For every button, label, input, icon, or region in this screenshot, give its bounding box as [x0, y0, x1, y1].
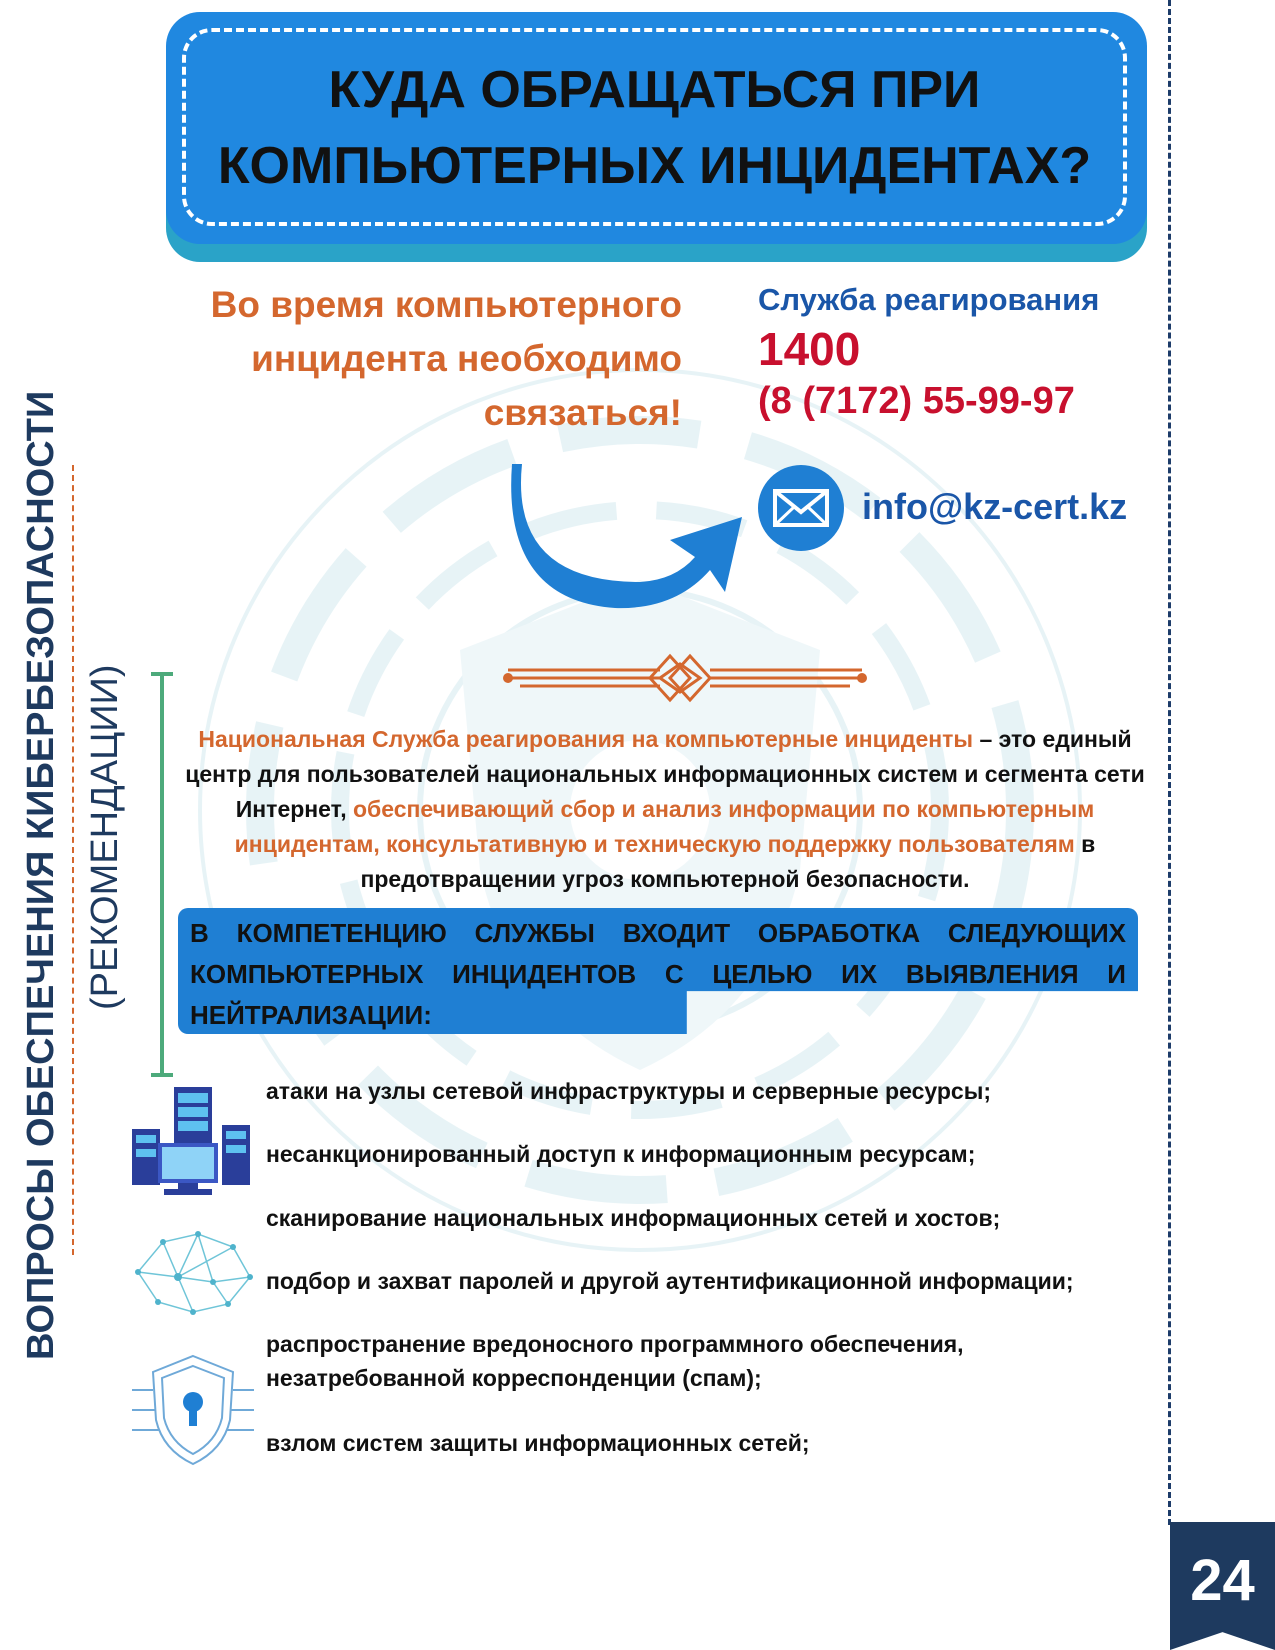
side-title: ВОПРОСЫ ОБЕСПЕЧЕНИЯ КИБЕРБЕЗОПАСНОСТИ: [20, 390, 62, 1360]
description-highlight-2: обеспечивающий сбор и анализ информации по компьютерным инцидентам, консультативную и техническую поддержку пользователям: [234, 796, 1095, 857]
description-highlight-1: Национальная Служба реагирования на компьютерные инциденты: [198, 726, 974, 752]
side-subtitle: (РЕКОМЕНДАЦИИ): [84, 664, 126, 1010]
call-line-1: Во время компьютерного: [210, 284, 682, 325]
side-divider: [72, 465, 74, 1255]
service-description: [180, 722, 1150, 897]
list-item: распространение вредоносного программного обеспечения, незатребованной корреспонденции (спам);: [266, 1331, 964, 1391]
phone-full[interactable]: (8 (7172) 55-99-97: [758, 380, 1075, 422]
service-label: Служба реагирования: [758, 282, 1100, 317]
page-title-line-2: КОМПЬЮТЕРНЫХ ИНЦИДЕНТАХ?: [217, 137, 1092, 195]
network-icon: [128, 1222, 258, 1320]
servers-icon: [128, 1085, 254, 1203]
list-item: сканирование национальных информационных сетей и хостов;: [266, 1205, 1001, 1231]
curved-arrow-icon: [510, 462, 750, 612]
call-to-action: [160, 278, 682, 440]
page-title-line-1: КУДА ОБРАЩАТЬСЯ ПРИ: [328, 61, 981, 119]
page-title: [182, 52, 1127, 204]
list-item: атаки на узлы сетевой инфраструктуры и серверные ресурсы;: [266, 1078, 991, 1104]
competence-heading: В КОМПЕТЕНЦИЮ СЛУЖБЫ ВХОДИТ ОБРАБОТКА СЛЕДУЮЩИХ КОМПЬЮТЕРНЫХ ИНЦИДЕНТОВ С ЦЕЛЬЮ ИХ ВЫЯВЛЕНИЯ И НЕЙТРАЛИЗАЦИИ:: [190, 918, 1126, 1030]
shield-lock-icon: [128, 1350, 258, 1470]
phone-short[interactable]: 1400: [758, 323, 861, 375]
description-text-2: в предотвращении угроз компьютерной безопасности.: [360, 831, 1096, 892]
envelope-icon[interactable]: [758, 465, 844, 551]
list-item: взлом систем защиты информационных сетей;: [266, 1430, 810, 1456]
page-number: 24: [1190, 1548, 1255, 1613]
decorative-ornament: [500, 648, 870, 708]
description-text-1: – это единый центр для пользователей национальных информационных систем и сегмента сети Интернет,: [185, 726, 1145, 822]
green-bracket: [160, 672, 164, 1077]
right-dashed-border: [1168, 0, 1171, 1525]
list-item: подбор и захват паролей и другой аутентификационной информации;: [266, 1268, 1074, 1294]
call-line-3: связаться!: [483, 392, 682, 433]
email-link[interactable]: info@kz-cert.kz: [862, 486, 1128, 527]
list-item: несанкционированный доступ к информационным ресурсам;: [266, 1141, 976, 1167]
call-line-2: инцидента необходимо: [251, 338, 682, 379]
